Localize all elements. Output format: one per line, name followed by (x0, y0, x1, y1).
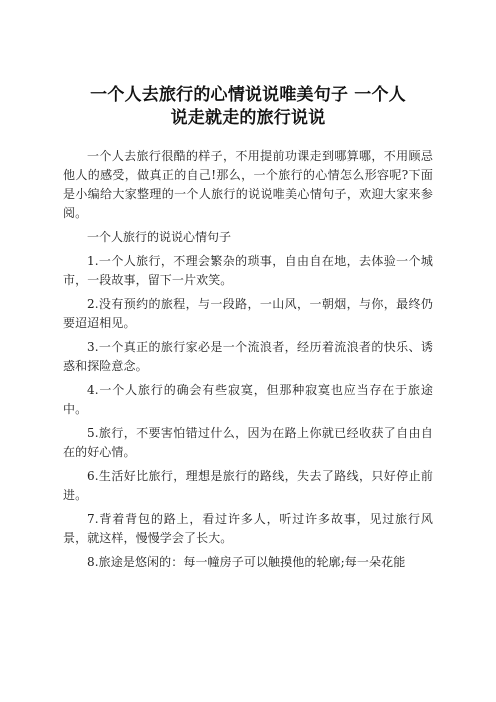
list-item: 1.一个人旅行，不理会繁杂的琐事，自由自在地，去体验一个城市，一段故事，留下一片欢笑。 (63, 254, 433, 287)
list-item: 8.旅途是悠闲的：每一幢房子可以触摸他的轮廓;每一朵花能 (87, 555, 406, 569)
list-item: 2.没有预约的旅程，与一段路，一山风，一朝烟，与你，最终仍要迢迢相见。 (63, 297, 433, 330)
title-line-1: 一个人去旅行的心情说说唯美句子 一个人 (90, 85, 406, 105)
list-item: 5.旅行，不要害怕错过什么，因为在路上你就已经收获了自由自在的好心情。 (63, 426, 433, 459)
list-item: 6.生活好比旅行，理想是旅行的路线，失去了路线，只好停止前进。 (63, 469, 433, 502)
page-title (63, 84, 433, 130)
list-item: 7.背着背包的路上，看过许多人，听过许多故事，见过旅行风景，就这样，慢慢学会了长大。 (63, 512, 433, 545)
document-page (63, 84, 433, 577)
list-item: 4.一个人旅行的确会有些寂寞，但那种寂寞也应当存在于旅途中。 (63, 383, 433, 416)
list-item: 3.一个真正的旅行家必是一个流浪者，经历着流浪者的快乐、诱惑和探险意念。 (63, 340, 433, 373)
intro-paragraph: 一个人去旅行很酷的样子，不用提前功课走到哪算哪，不用顾忌他人的感受，做真正的自己!那么，一个旅行的心情怎么形容呢?下面是小编给大家整理的一个人旅行的说说唯美心情句子，欢迎大家来参阅。 (63, 149, 433, 220)
section-heading: 一个人旅行的说说心情句子 (87, 230, 232, 244)
title-line-2: 说走就走的旅行说说 (170, 108, 326, 128)
